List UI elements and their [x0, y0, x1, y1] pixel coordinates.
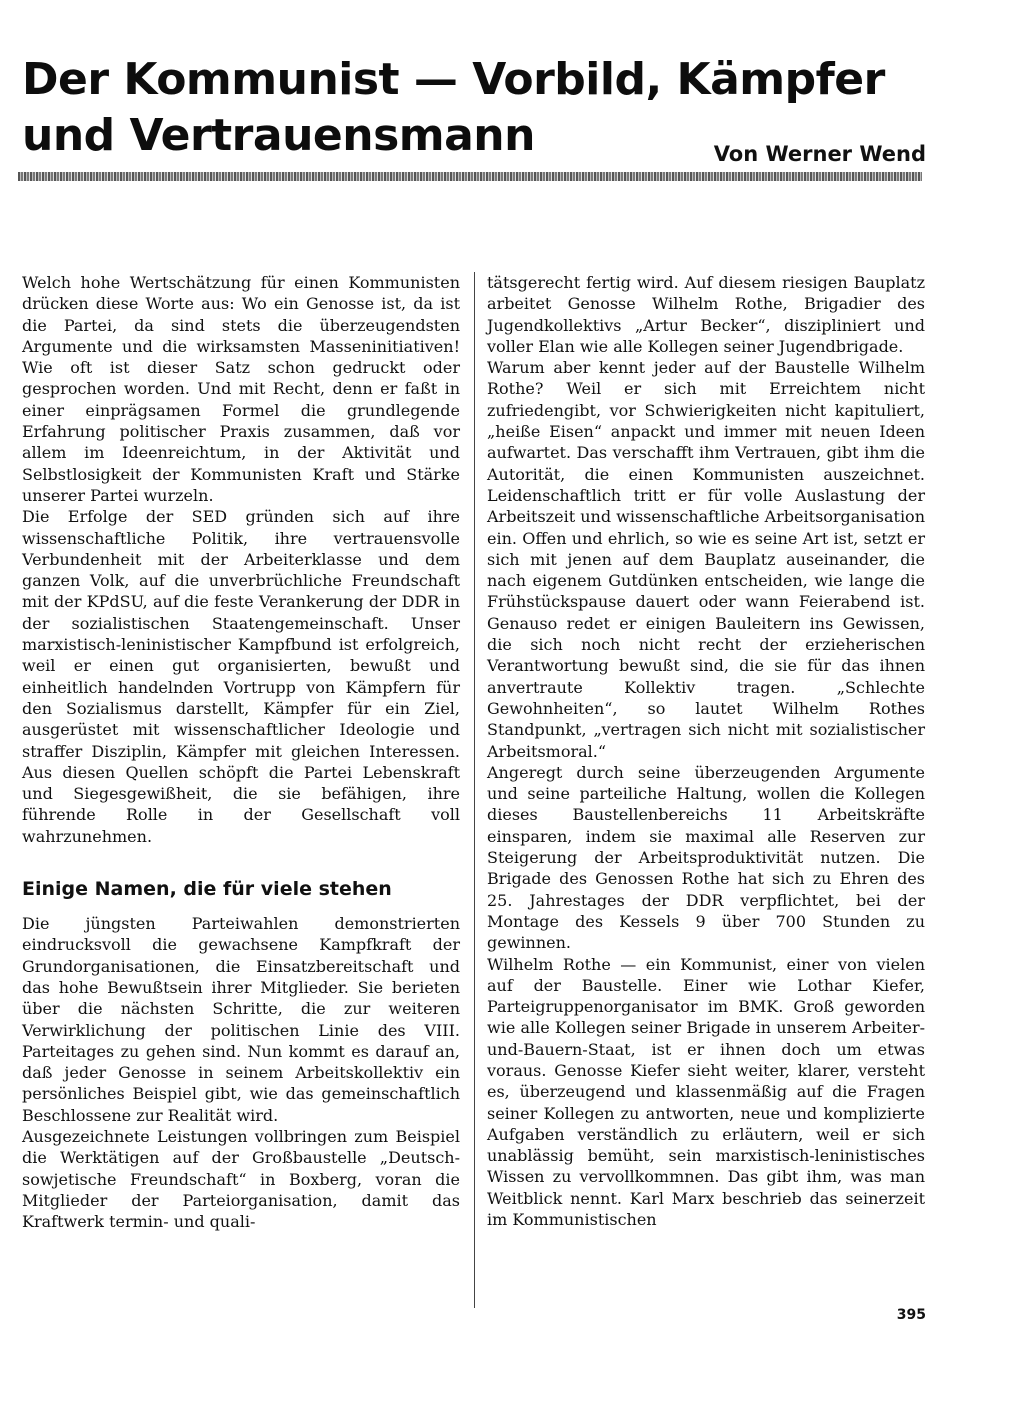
- left-column: [22, 272, 460, 1232]
- article-title: Der Kommunist — Vorbild, Kämpfer und Vertrauensmann: [22, 54, 885, 161]
- page-number: 395: [896, 1307, 926, 1323]
- paragraph: Die Erfolge der SED gründen sich auf ihre wissenschaftliche Politik, ihre vertrauensvolle Verbundenheit mit der Arbeiterklasse und dem ganzen Volk, auf die unverbrüchliche Freundschaft mit der KPdSU, auf die feste Verankerung der DDR in der sozialistischen Staatengemeinschaft. Unser marxistisch-leninistischer Kampfbund ist erfolgreich, weil er einen gut organisierten, bewußt und einheitlich handelnden Vortrupp von Kämpfern für den Sozialismus darstellt, Kämpfer für ein Ziel, ausgerüstet mit wissenschaftlicher Ideologie und straffer Disziplin, Kämpfer mit gleichen Interessen. Aus diesen Quellen schöpft die Partei Lebenskraft und Siegesgewißheit, die sie befähigen, ihre führende Rolle in der Gesellschaft voll wahrzunehmen.: [22, 507, 460, 846]
- article-author: Von Werner Wend: [713, 142, 926, 166]
- paragraph: Ausgezeichnete Leistungen vollbringen zum Beispiel die Werktätigen auf der Großbaustelle „Deutsch-sowjetische Freundschaft“ in Boxberg, voran die Mitglieder der Parteiorganisation, damit das Kraftwerk termin- und quali-: [22, 1126, 460, 1232]
- column-divider: [474, 272, 475, 1308]
- paragraph: tätsgerecht fertig wird. Auf diesem riesigen Bauplatz arbeitet Genosse Wilhelm Rothe, Brigadier des Jugendkollektivs „Artur Becker“, diszipliniert und voller Elan wie alle Kollegen seiner Jugendbrigade.: [487, 273, 925, 356]
- title-rule: [18, 172, 922, 181]
- right-column: [487, 272, 925, 1230]
- paragraph: Wilhelm Rothe — ein Kommunist, einer von vielen auf der Baustelle. Einer wie Lothar Kiefer, Parteigruppenorganisator im BMK. Groß geworden wie alle Kollegen seiner Brigade in unserem Arbeiter-und-Bauern-Staat, ist er ihnen doch um etwas voraus. Genosse Kiefer sieht weiter, klarer, versteht es, überzeugend und klassenmäßig auf die Fragen seiner Kollegen zu antworten, neue und komplizierte Aufgaben verständlich zu erläutern, weil er sich unablässig bemüht, sein marxistisch-leninistisches Wissen zu vervollkommnen. Das gibt ihm, was man Weitblick nennt. Karl Marx beschrieb das seinerzeit im Kommunistischen: [487, 954, 925, 1230]
- paragraph: Angeregt durch seine überzeugenden Argumente und seine parteiliche Haltung, wollen die Kollegen dieses Baustellenbereichs 11 Arbeitskräfte einsparen, indem sie maximal alle Reserven zur Steigerung der Arbeitsproduktivität nutzen. Die Brigade des Genossen Rothe hat sich zu Ehren des 25. Jahrestages der DDR verpflichtet, bei der Montage des Kessels 9 über 700 Stunden zu gewinnen.: [487, 762, 925, 953]
- paragraph: Warum aber kennt jeder auf der Baustelle Wilhelm Rothe? Weil er sich mit Erreichtem nicht zufriedengibt, vor Schwierigkeiten nicht kapituliert, „heiße Eisen“ anpackt und immer mit neuen Ideen aufwartet. Das verschafft ihm Vertrauen, gibt ihm die Autorität, die einen Kommunisten auszeichnet. Leidenschaftlich tritt er für volle Auslastung der Arbeitszeit und wissenschaftliche Arbeitsorganisation ein. Offen und ehrlich, so wie es seine Art ist, setzt er sich mit jenen auf dem Bauplatz auseinander, die nach eigenem Gutdünken entscheiden, wie lange die Frühstückspause dauert oder wann Feierabend ist. Genauso redet er einigen Bauleitern ins Gewissen, die sich noch nicht recht der erzieherischen Verantwortung bewußt sind, die sie für das ihnen anvertraute Kollektiv tragen. „Schlechte Gewohnheiten“, so lautet Wilhelm Rothes Standpunkt, „vertragen sich nicht mit sozialistischer Arbeitsmoral.“: [487, 358, 925, 761]
- paragraph: Die jüngsten Parteiwahlen demonstrierten eindrucksvoll die gewachsene Kampfkraft der Grundorganisationen, die Einsatzbereitschaft und das hohe Bewußtsein ihrer Mitglieder. Sie berieten über die nächsten Schritte, die zur weiteren Verwirklichung der politischen Linie des VIII. Parteitages zu gehen sind. Nun kommt es darauf an, daß jeder Genosse in seinem Arbeitskollektiv ein persönliches Beispiel gibt, wie das gemeinschaftlich Beschlossene zur Realität wird.: [22, 914, 460, 1125]
- section-heading: Einige Namen, die für viele stehen: [22, 878, 392, 901]
- paragraph: Welch hohe Wertschätzung für einen Kommunisten drücken diese Worte aus: Wo ein Genosse ist, da ist die Partei, da sind stets die überzeugendsten Argumente und die wirksamsten Masseninitiativen! Wie oft ist dieser Satz schon gedruckt oder gesprochen worden. Und mit Recht, denn er faßt in einer einprägsamen Formel die grundlegende Erfahrung politischer Praxis zusammen, daß vor allem im Ideenreichtum, in der Aktivität und Selbstlosigkeit der Kommunisten Kraft und Stärke unserer Partei wurzeln.: [22, 273, 460, 505]
